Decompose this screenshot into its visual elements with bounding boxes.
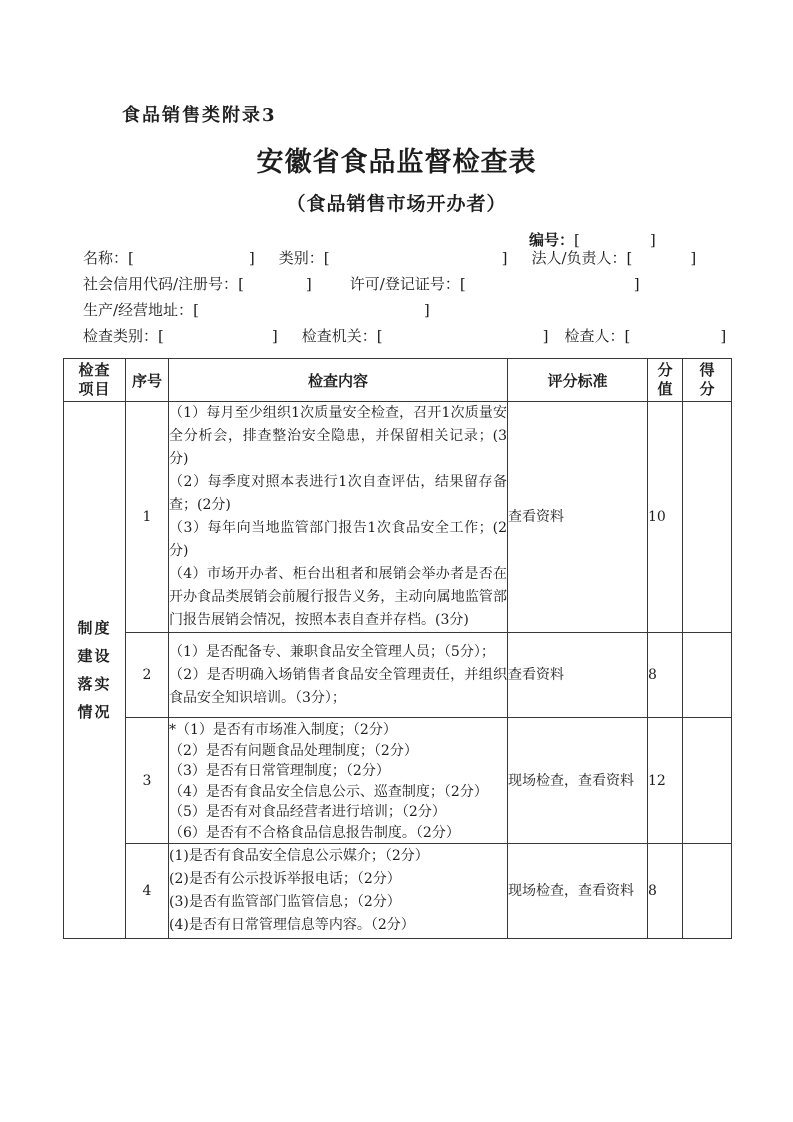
address-field [83, 299, 430, 320]
col-header-content: 检查内容 [169, 359, 508, 402]
legal-person-blank [632, 262, 690, 263]
bracket-open: [ [624, 327, 631, 345]
table-row [64, 718, 732, 844]
bracket-close: ] [690, 249, 697, 267]
content-item: *（1）是否有市场准入制度；（2分） [169, 722, 397, 738]
form-line-2 [83, 273, 683, 299]
criteria-cell: 查看资料 [508, 402, 648, 633]
content-cell [169, 844, 508, 939]
bracket-open: [ [238, 275, 244, 293]
content-item: （3）每年向当地监管部门报告1次食品安全工作；(2分) [169, 520, 507, 559]
points-cell: 12 [648, 718, 683, 844]
content-item: （1）是否配备专、兼职食品安全管理人员；（5分）； [169, 643, 495, 660]
bracket-close: ] [501, 249, 508, 267]
bracket-close: ] [248, 249, 255, 267]
bracket-close: ] [271, 327, 278, 345]
criteria-cell: 现场检查，查看资料 [508, 844, 648, 939]
bracket-close: ] [649, 231, 656, 249]
number-label: 编号： [529, 231, 575, 249]
col-header-seq: 序号 [126, 359, 169, 402]
form-line-3 [83, 299, 683, 325]
col-header-points: 分值 [648, 359, 683, 402]
inspector-label: 检查人： [564, 327, 625, 345]
col-header-score: 得分 [683, 359, 732, 402]
content-item: （1）每月至少组织1次质量安全检查，召开1次质量安全分析会，排查整治安全隐患，并保留相关记录；(3分) [169, 405, 507, 467]
criteria-cell: 现场检查，查看资料 [508, 718, 648, 844]
content-item: (4)是否有日常管理信息等内容。（2分） [169, 917, 415, 933]
category-cell [64, 402, 126, 939]
content-item: (1)是否有食品安全信息公示媒介；（2分） [169, 848, 429, 864]
content-item: （3）是否有日常管理制度；（2分） [169, 763, 390, 779]
credit-code-field [83, 273, 312, 294]
inspection-agency-field [302, 325, 549, 346]
page-subtitle: （食品销售市场开办者） [286, 193, 507, 215]
bracket-close: ] [633, 275, 640, 293]
inspection-type-field [83, 325, 278, 346]
inspection-agency-label: 检查机关： [301, 327, 377, 345]
col-header-criteria: 评分标准 [508, 359, 648, 402]
score-cell [683, 844, 732, 939]
license-no-field [350, 273, 640, 294]
seq-cell: 1 [126, 402, 169, 633]
seq-cell: 2 [126, 633, 169, 718]
bracket-open: [ [459, 275, 466, 293]
legal-person-field [531, 247, 696, 268]
content-item: （5）是否有对食品经营者进行培训；（2分） [169, 804, 446, 820]
content-item: （6）是否有不合格食品信息报告制度。（2分） [169, 824, 460, 841]
credit-code-blank [244, 288, 306, 289]
legal-person-label: 法人/负责人： [531, 249, 627, 267]
bracket-close: ] [305, 275, 312, 293]
inspection-agency-blank [383, 340, 543, 341]
content-item: （4）市场开办者、柜台出租者和展销会举办者是否在开办食品类展销会前履行报告义务，主动向属地监管部门报告展销会情况，按照本表自查并存档。(3分) [169, 566, 507, 628]
seq-cell: 3 [126, 718, 169, 844]
content-cell [169, 402, 508, 633]
bracket-open: [ [158, 327, 164, 345]
info-form [83, 247, 727, 351]
content-item: (3)是否有监管部门监管信息；（2分） [169, 894, 401, 910]
score-cell [683, 402, 732, 633]
bracket-close: ] [720, 327, 727, 345]
bracket-close: ] [542, 327, 549, 345]
page-title: 安徽省食品监督检查表 [256, 147, 537, 178]
table-row [64, 633, 732, 718]
content-item: (2)是否有公示投诉举报电话；（2分） [169, 871, 401, 887]
inspection-type-blank [164, 340, 272, 341]
license-no-label: 许可/登记证号： [349, 275, 460, 293]
bracket-open: [ [376, 327, 383, 345]
license-no-blank [466, 288, 634, 289]
points-cell: 8 [648, 633, 683, 718]
name-label: 名称： [83, 249, 129, 267]
category-text: 制度建设落实情况 [77, 619, 112, 721]
inspection-type-label: 检查类别： [83, 327, 159, 345]
inspection-table [63, 358, 732, 939]
address-label: 生产/经营地址： [83, 301, 194, 319]
content-cell [169, 633, 508, 718]
inspector-blank [630, 340, 720, 341]
appendix-label: 食品销售类附录3 [122, 105, 277, 126]
category-blank [330, 262, 502, 263]
category-label: 类别： [278, 249, 324, 267]
bracket-open: [ [574, 231, 580, 249]
content-item: （2）是否有问题食品处理制度；（2分） [169, 742, 418, 759]
bracket-open: [ [128, 249, 134, 267]
table-header-row [64, 359, 732, 402]
content-item: （4）是否有食品安全信息公示、巡查制度；（2分） [169, 783, 488, 800]
inspector-field [564, 325, 726, 346]
form-line-4 [83, 325, 727, 351]
credit-code-label: 社会信用代码/注册号： [83, 275, 239, 293]
name-field [83, 247, 255, 268]
points-cell: 8 [648, 844, 683, 939]
score-cell [683, 718, 732, 844]
seq-cell: 4 [126, 844, 169, 939]
content-item: （2）是否明确入场销售者食品安全管理责任，并组织食品安全知识培训。（3分）； [169, 666, 507, 706]
category-field [279, 247, 508, 268]
criteria-cell: 查看资料 [508, 633, 648, 718]
content-cell [169, 718, 508, 844]
score-cell [683, 633, 732, 718]
form-line-1 [83, 247, 697, 273]
col-header-item: 检查项目 [64, 359, 126, 402]
address-blank [199, 314, 424, 315]
bracket-close: ] [423, 301, 430, 319]
bracket-open: [ [323, 249, 330, 267]
name-blank [134, 262, 249, 263]
content-item: （2）每季度对照本表进行1次自查评估，结果留存备查；(2分) [169, 474, 507, 513]
points-cell: 10 [648, 402, 683, 633]
bracket-open: [ [193, 301, 199, 319]
table-row [64, 844, 732, 939]
table-row [64, 402, 732, 633]
bracket-open: [ [626, 249, 633, 267]
number-blank [580, 244, 650, 245]
